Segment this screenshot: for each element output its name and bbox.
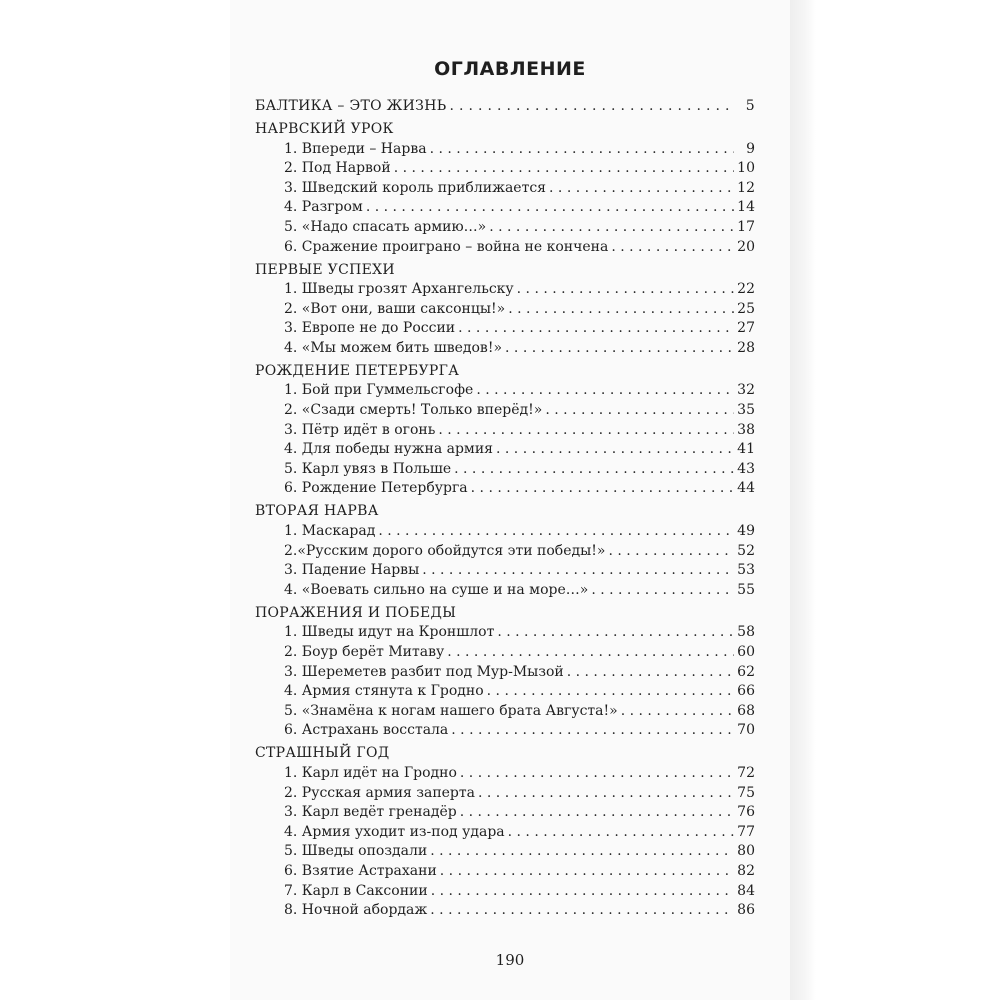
toc-page-number: 53 [737, 562, 755, 579]
toc-section [255, 261, 755, 281]
toc-page-number: 9 [746, 140, 755, 157]
toc-page-number: 55 [737, 581, 755, 598]
toc-entry-title: 1. Шведы идут на Кроншлот [284, 624, 495, 641]
page-title: ОГЛАВЛЕНИЕ [434, 58, 586, 80]
dot-leader [508, 300, 734, 320]
toc-section [255, 502, 755, 522]
toc-page-number: 86 [737, 902, 755, 919]
page-number: 190 [495, 951, 525, 969]
toc-entry-title: 4. Армия уходит из-под удара [284, 823, 505, 840]
toc-entry-title: 6. Астрахань восстала [284, 722, 449, 739]
toc-entry [255, 381, 755, 401]
toc-section [255, 97, 755, 117]
toc-entry [255, 522, 755, 542]
toc-entry [255, 561, 755, 581]
dot-leader [460, 764, 734, 784]
toc-entry [255, 901, 755, 921]
toc-page-number: 20 [737, 238, 755, 255]
toc-entry-title: 1. Шведы грозят Архангельску [284, 281, 514, 298]
toc-entry [255, 479, 755, 499]
toc-section-title: СТРАШНЫЙ ГОД [255, 745, 390, 762]
dot-leader [449, 97, 734, 117]
toc-entry [255, 623, 755, 643]
toc-entry-title: 2. Боур берёт Митаву [284, 643, 445, 660]
toc-entry [255, 198, 755, 218]
dot-leader [440, 862, 734, 882]
toc-entry [255, 159, 755, 179]
toc-page-number: 35 [737, 402, 755, 419]
toc-entry [255, 823, 755, 843]
toc-entry-title: 3. Шведский король приближается [284, 179, 547, 196]
toc-entry-title: 1. Впереди – Нарва [284, 140, 427, 157]
toc-page-number: 43 [737, 460, 755, 477]
toc-page-number: 68 [737, 702, 755, 719]
toc-section [255, 120, 755, 140]
toc-page-number: 72 [737, 764, 755, 781]
toc-page-number: 80 [737, 843, 755, 860]
toc-entry-title: 6. Взятие Астрахани [284, 862, 437, 879]
dot-leader [591, 581, 734, 601]
toc-entry-title: 4. Для победы нужна армия [284, 441, 493, 458]
toc-page-number: 75 [737, 784, 755, 801]
dot-leader [608, 542, 734, 562]
toc-entry-title: 2. «Сзади смерть! Только вперёд!» [284, 402, 543, 419]
dot-leader [567, 663, 734, 683]
toc-entry [255, 238, 755, 258]
toc-entry [255, 440, 755, 460]
toc-entry [255, 882, 755, 902]
toc-page-number: 32 [737, 382, 755, 399]
dot-leader [621, 702, 734, 722]
toc-section [255, 362, 755, 382]
dot-leader [378, 522, 734, 542]
dot-leader [549, 179, 734, 199]
toc-page-number: 52 [737, 542, 755, 559]
toc-entry-title: 4. Армия стянута к Гродно [284, 683, 484, 700]
dot-leader [476, 381, 734, 401]
toc-page-number: 44 [737, 480, 755, 497]
toc-entry-title: 8. Ночной абордаж [284, 902, 428, 919]
toc-entry [255, 682, 755, 702]
toc-page-number: 84 [737, 882, 755, 899]
dot-leader [454, 460, 734, 480]
toc-entry [255, 862, 755, 882]
toc-page-number: 41 [737, 441, 755, 458]
dot-leader [422, 561, 734, 581]
toc-entry-title: 6. Рождение Петербурга [284, 480, 468, 497]
toc-section [255, 604, 755, 624]
dot-leader [508, 823, 734, 843]
dot-leader [497, 623, 734, 643]
toc-entry-title: 6. Сражение проиграно – война не кончена [284, 238, 609, 255]
toc-page-number: 60 [737, 643, 755, 660]
toc-page-number: 5 [745, 98, 755, 114]
toc-entry-title: 3. Европе не до России [284, 320, 456, 337]
toc-entry [255, 784, 755, 804]
toc-section-title: ПЕРВЫЕ УСПЕХИ [255, 261, 395, 278]
toc-entry [255, 179, 755, 199]
toc-page-number: 10 [737, 160, 755, 177]
toc-page-number: 12 [737, 179, 755, 196]
toc-entry-title: 5. «Знамёна к ногам нашего брата Августа!» [284, 702, 618, 719]
toc-section-title: ПОРАЖЕНИЯ И ПОБЕДЫ [255, 604, 457, 621]
toc-entry [255, 319, 755, 339]
toc-entry-title: 5. Карл увяз в Польше [284, 460, 452, 477]
toc-entry-title: 1. Бой при Гуммельсгофе [284, 382, 474, 399]
dot-leader [478, 784, 734, 804]
dot-leader [460, 803, 734, 823]
dot-leader [458, 319, 734, 339]
dot-leader [430, 140, 734, 160]
dot-leader [430, 842, 734, 862]
toc-entry [255, 218, 755, 238]
toc-section-title: НАРВСКИЙ УРОК [255, 120, 394, 137]
toc-entry-title: 7. Карл в Саксонии [284, 882, 428, 899]
toc-entry [255, 300, 755, 320]
toc-entry [255, 542, 755, 562]
toc-entry-title: 3. Карл ведёт гренадёр [284, 804, 457, 821]
toc-section-title: РОЖДЕНИЕ ПЕТЕРБУРГА [255, 362, 460, 379]
toc-entry-title: 2. «Вот они, ваши саксонцы!» [284, 300, 506, 317]
toc-page-number: 76 [737, 804, 755, 821]
dot-leader [447, 643, 734, 663]
dot-leader [487, 682, 734, 702]
toc-page-number: 28 [737, 339, 755, 356]
dot-leader [496, 440, 734, 460]
toc-entry-title: 5. «Надо спасать армию…» [284, 218, 487, 235]
toc-page-number: 27 [737, 320, 755, 337]
toc-entry [255, 280, 755, 300]
dot-leader [545, 401, 734, 421]
toc-entry-title: 4. «Мы можем бить шведов!» [284, 339, 503, 356]
toc-page-number: 58 [737, 624, 755, 641]
dot-leader [489, 218, 734, 238]
toc-entry-title: 2. Под Нарвой [284, 160, 391, 177]
dot-leader [611, 238, 734, 258]
toc-page-number: 38 [737, 421, 755, 438]
toc-entry [255, 339, 755, 359]
toc-entry-title: 3. Пётр идёт в огонь [284, 421, 436, 438]
toc-page-number: 70 [737, 722, 755, 739]
dot-leader [431, 882, 734, 902]
dot-leader [430, 901, 734, 921]
toc-entry [255, 421, 755, 441]
toc-entry [255, 721, 755, 741]
toc-entry [255, 764, 755, 784]
toc-entry-title: 4. Разгром [284, 199, 363, 216]
toc-page-number: 77 [737, 823, 755, 840]
toc-section-title: ВТОРАЯ НАРВА [255, 503, 379, 520]
toc-entry-title: 2.«Русским дорого обойдутся эти победы!» [284, 542, 606, 559]
toc-entry [255, 401, 755, 421]
dot-leader [366, 198, 734, 218]
dot-leader [505, 339, 734, 359]
toc-entry [255, 663, 755, 683]
dot-leader [394, 159, 734, 179]
toc-entry [255, 803, 755, 823]
toc-entry [255, 643, 755, 663]
toc-page-number: 22 [737, 281, 755, 298]
toc-page-number: 62 [737, 663, 755, 680]
dot-leader [517, 280, 734, 300]
toc-entry [255, 702, 755, 722]
toc-entry-title: 5. Шведы опоздали [284, 843, 428, 860]
toc-entry-title: 1. Маскарад [284, 523, 376, 540]
toc-entry [255, 140, 755, 160]
toc-page-number: 14 [737, 199, 755, 216]
toc-entry [255, 460, 755, 480]
dot-leader [438, 421, 734, 441]
toc-entry-title: 2. Русская армия заперта [284, 784, 475, 801]
toc-entry-title: 4. «Воевать сильно на суше и на море…» [284, 581, 589, 598]
toc-section [255, 744, 755, 764]
page-edge [790, 0, 816, 1000]
toc-section-title: БАЛТИКА – ЭТО ЖИЗНЬ [255, 98, 447, 114]
toc-entry-title: 3. Шереметев разбит под Мур-Мызой [284, 663, 564, 680]
toc-entry-title: 3. Падение Нарвы [284, 562, 420, 579]
toc-page-number: 17 [737, 218, 755, 235]
toc-page-number: 25 [737, 300, 755, 317]
toc-entry [255, 581, 755, 601]
toc-page-number: 49 [737, 523, 755, 540]
toc-page-number: 66 [737, 683, 755, 700]
toc-entry-title: 1. Карл идёт на Гродно [284, 764, 457, 781]
table-of-contents [255, 97, 755, 921]
dot-leader [451, 721, 734, 741]
dot-leader [471, 479, 734, 499]
toc-entry [255, 842, 755, 862]
toc-page-number: 82 [737, 862, 755, 879]
